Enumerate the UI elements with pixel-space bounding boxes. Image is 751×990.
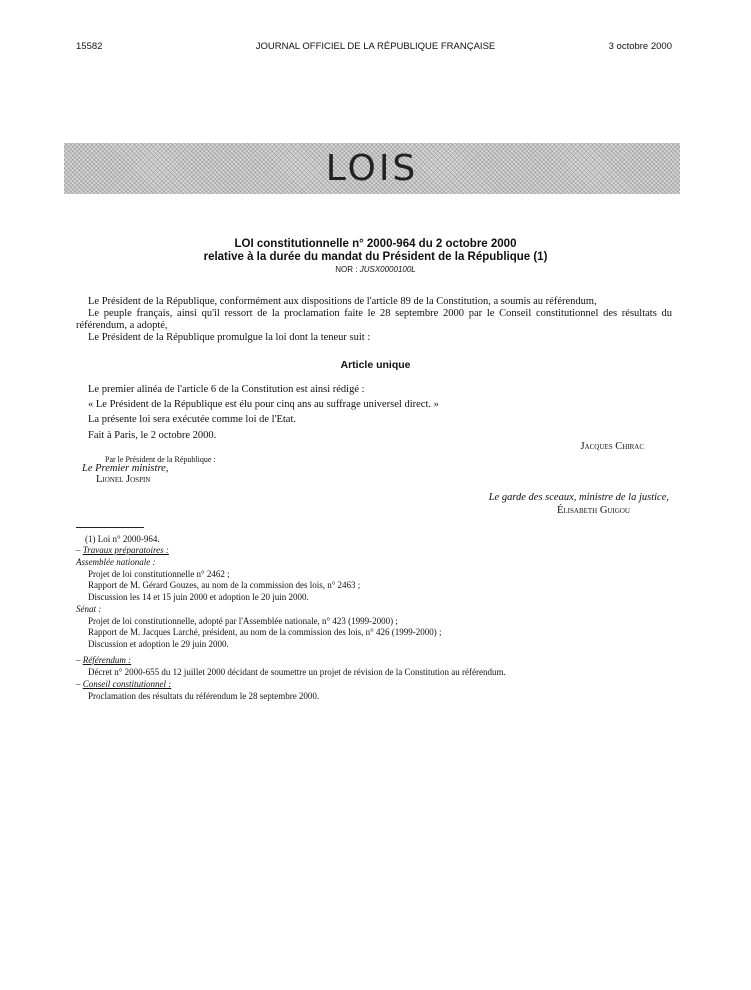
footnote-1: (1) Loi n° 2000-964. [85, 534, 160, 544]
senat-item-1: Projet de loi constitutionnelle, adopté par l'Assemblée nationale, n° 423 (1999-2000) ; [88, 616, 398, 626]
conseil-label: Conseil constitutionnel : [82, 679, 172, 689]
travaux-label: Travaux préparatoires : [82, 545, 169, 555]
garde-title: Le garde des sceaux, ministre de la justice, [488, 492, 669, 503]
referendum-heading: – Référendum : [76, 655, 132, 665]
nor-label: NOR : [335, 265, 358, 274]
pm-title: Le Premier ministre, [82, 463, 169, 474]
journal-title: JOURNAL OFFICIEL DE LA RÉPUBLIQUE FRANÇAISE [255, 41, 496, 52]
article-line-1: Le premier alinéa de l'article 6 de la Constitution est ainsi rédigé : [88, 384, 365, 395]
nor-reference [0, 265, 751, 274]
preamble-paragraph-1: Le Président de la République, conformément aux dispositions de l'article 89 de la Constitution, a soumis au référendum, [88, 296, 597, 307]
senat-item-3: Discussion et adoption le 29 juin 2000. [88, 639, 229, 649]
president-signature: Jacques Chirac [580, 441, 644, 452]
footnote-separator [76, 527, 144, 528]
travaux-heading: – Travaux préparatoires : [76, 545, 169, 555]
page-number: 15582 [76, 41, 103, 52]
law-title-line-1: LOI constitutionnelle n° 2000-964 du 2 octobre 2000 [234, 238, 517, 250]
garde-name: Élisabeth Guigou [556, 505, 630, 516]
par-le-president: Par le Président de la République : [105, 455, 216, 464]
conseil-item: Proclamation des résultats du référendum le 28 septembre 2000. [88, 691, 320, 701]
assemblee-item-3: Discussion les 14 et 15 juin 2000 et adoption le 20 juin 2000. [88, 592, 309, 602]
assemblee-item-1: Projet de loi constitutionnelle n° 2462 ; [88, 569, 230, 579]
article-heading: Article unique [340, 359, 411, 371]
assemblee-heading: Assemblée nationale : [76, 557, 156, 567]
assemblee-item-2: Rapport de M. Gérard Gouzes, au nom de la commission des lois, n° 2463 ; [88, 580, 361, 590]
conseil-heading: – Conseil constitutionnel : [76, 679, 172, 689]
section-banner [64, 143, 680, 194]
referendum-label: Référendum : [82, 655, 132, 665]
preamble-paragraph-2: Le peuple français, ainsi qu'il ressort de la proclamation faite le 28 septembre 2000 par le Conseil constitutionnel des résultats du référendum, a adopté, [76, 308, 672, 331]
issue-date: 3 octobre 2000 [608, 41, 672, 52]
law-title-line-2: relative à la durée du mandat du Président de la République (1) [203, 251, 548, 263]
section-banner-label: LOIS [325, 148, 419, 189]
article-line-3: La présente loi sera exécutée comme loi de l'Etat. [88, 414, 297, 425]
nor-code: JUSX0000100L [359, 265, 416, 274]
senat-item-2: Rapport de M. Jacques Larché, président, au nom de la commission des lois, n° 426 (1999-2000) ; [88, 627, 442, 637]
referendum-item: Décret n° 2000-655 du 12 juillet 2000 décidant de soumettre un projet de révision de la Constitution au référendum. [88, 667, 506, 677]
pm-name: Lionel Jospin [96, 474, 151, 485]
article-line-2: « Le Président de la République est élu pour cinq ans au suffrage universel direct. » [88, 399, 439, 410]
place-date: Fait à Paris, le 2 octobre 2000. [88, 430, 217, 441]
senat-heading: Sénat : [76, 604, 102, 614]
preamble-paragraph-3: Le Président de la République promulgue la loi dont la teneur suit : [88, 332, 371, 343]
